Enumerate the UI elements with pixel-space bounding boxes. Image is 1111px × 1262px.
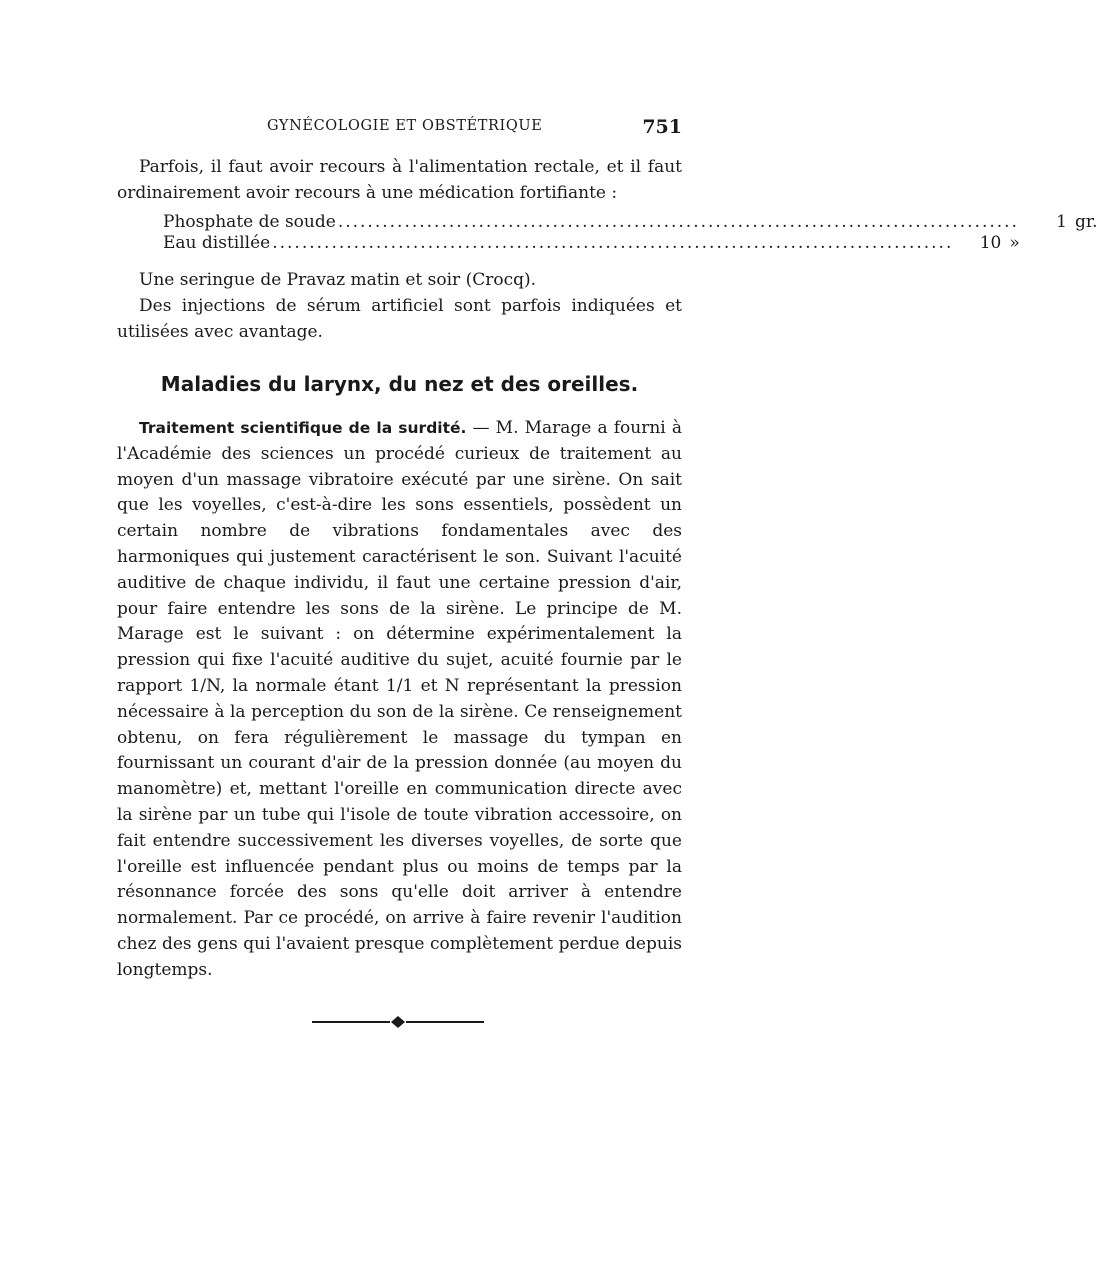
running-title: GYNÉCOLOGIE ET OBSTÉTRIQUE bbox=[267, 118, 543, 134]
dot-leader: ............................................................................................ bbox=[337, 212, 1019, 232]
diamond-rule-ornament-icon bbox=[312, 1014, 484, 1030]
subheading: Traitement scientifique de la surdité. bbox=[139, 419, 467, 437]
ingredient-quantity: 1 bbox=[1056, 212, 1067, 232]
dot-leader: ............................................................................................ bbox=[272, 233, 954, 253]
section-heading: Maladies du larynx, du nez et des oreilles. bbox=[160, 372, 639, 396]
ingredient-unit: » bbox=[1009, 233, 1020, 253]
intro-block bbox=[117, 155, 682, 207]
surdite-body: — M. Marage a fourni à l'Académie des sciences un procédé curieux de traitement au moyen d'un massage vibratoire exécuté par une sirène. On sait que les voyelles, c'est-à-dire les sons essentiels, possèdent un certain nombre de vibrations fondamentales avec des harmoniques qui justement caractérisent le son. Suivant l'acuité auditive de chaque individu, il faut une certaine pression d'air, pour faire entendre les sons de la sirène. Le principe de M. Marage est le suivant : on détermine expérimentalement la pression qui fixe l'acuité auditive du sujet, acuité fournie par le rapport 1/N, la normale étant 1/1 et N représentant la pression nécessaire à la perception du son de la sirène. Ce renseignement obtenu, on fera régulièrement le massage du tympan en fournissant un courant d'air de la pression donnée (au moyen du manomètre) et, mettant l'oreille en communication directe avec la sirène par un tube qui l'isole de toute vibration accessoire, on fait entendre successivement les diverses voyelles, de sorte que l'oreille est influencée pendant plus ou moins de temps par la résonnance forcée des sons qu'elle doit arriver à entendre normalement. Par ce procédé, on arrive à faire revenir l'audition chez des gens qui l'avaient presque complètement perdue depuis longtemps. bbox=[117, 418, 682, 980]
prescription-formula bbox=[163, 212, 1098, 254]
running-head bbox=[117, 116, 682, 140]
page-number: 751 bbox=[642, 116, 682, 138]
ingredient-name: Phosphate de soude bbox=[163, 212, 336, 232]
serum-paragraph: Des injections de sérum artificiel sont parfois indiquées et utilisées avec avantage. bbox=[117, 295, 682, 342]
formula-row bbox=[163, 212, 1098, 233]
surdite-paragraph bbox=[117, 416, 682, 984]
pravaz-line: Une seringue de Pravaz matin et soir (Crocq). bbox=[139, 270, 537, 290]
surdite-block bbox=[117, 416, 682, 984]
ornament-svg bbox=[312, 1014, 484, 1030]
intro-paragraph: Parfois, il faut avoir recours à l'alimentation rectale, et il faut ordinairement avoir recours à une médication fortifiante : bbox=[117, 157, 682, 203]
ingredient-unit: gr. bbox=[1074, 212, 1098, 232]
after-formula-block bbox=[117, 268, 682, 345]
ingredient-quantity: 10 bbox=[979, 233, 1002, 253]
ingredient-name: Eau distillée bbox=[163, 233, 271, 253]
formula-row bbox=[163, 233, 1020, 254]
